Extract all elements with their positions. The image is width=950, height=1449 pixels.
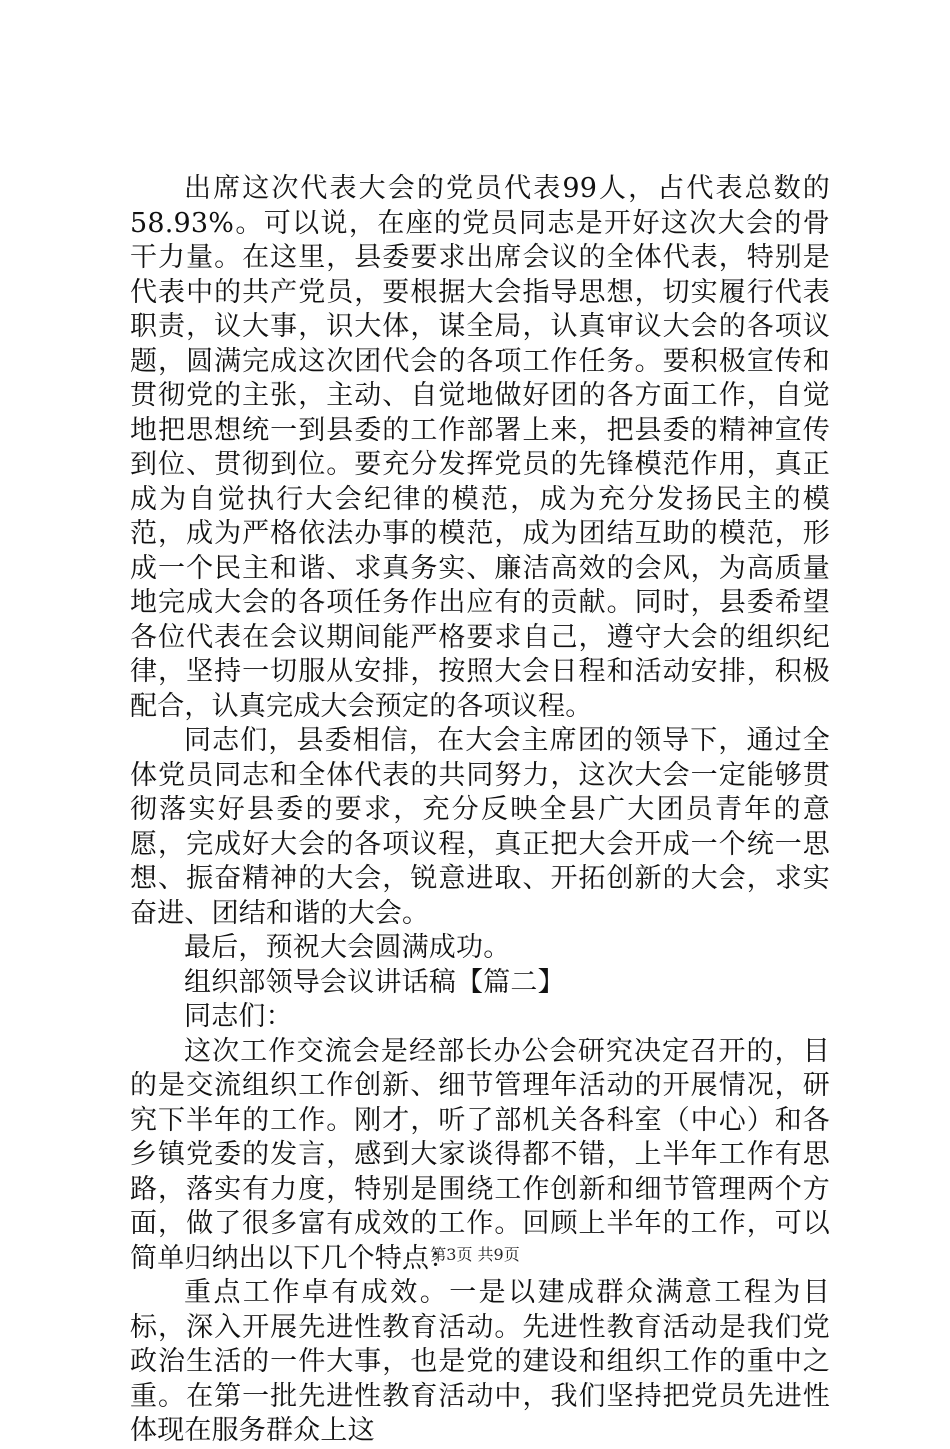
paragraph-closing-wish: 最后，预祝大会圆满成功。 — [184, 932, 511, 963]
section-heading-part-two: 组织部领导会议讲话稿【篇二】 — [184, 966, 565, 998]
paragraph-confidence: 同志们，县委相信，在大会主席团的领导下，通过全体党员同志和全体代表的共同努力，这次大会一定能够贯彻落实好县委的要求，充分反映全县广大团员青年的意愿，完成好大会的各项议程，真正把大会开成一个统一思想、振奋精神的大会，锐意进取、开拓创新的大会，求实奋进、团结和谐的大会。 — [130, 725, 830, 929]
paragraph-meeting-purpose: 这次工作交流会是经部长办公会研究决定召开的，目的是交流组织工作创新、细节管理年活动的开展情况，研究下半年的工作。刚才，听了部机关各科室（中心）和各乡镇党委的发言，感到大家谈得都不错，上半年工作有思路，落实有力度，特别是围绕工作创新和细节管理两个方面，做了很多富有成效的工作。回顾上半年的工作，可以简单归纳出以下几个特点： — [130, 1035, 830, 1274]
paragraph-salutation: 同志们： — [184, 1001, 293, 1032]
paragraph-key-work: 重点工作卓有成效。一是以建成群众满意工程为目标，深入开展先进性教育活动。先进性教育活动是我们党政治生活的一件大事，也是党的建设和组织工作的重中之重。在第一批先进性教育活动中，我们坚持把党员先进性体现在服务群众上这 — [130, 1277, 830, 1446]
paragraph-party-delegates: 出席这次代表大会的党员代表99人，占代表总数的58.93%。可以说，在座的党员同志是开好这次大会的骨干力量。在这里，县委要求出席会议的全体代表，特别是代表中的共产党员，要根据大会指导思想，切实履行代表职责，议大事，识大体，谋全局，认真审议大会的各项议题，圆满完成这次团代会的各项工作任务。要积极宣传和贯彻党的主张，主动、自觉地做好团的各方面工作，自觉地把思想统一到县委的工作部署上来，把县委的精神宣传到位、贯彻到位。要充分发挥党员的先锋模范作用，真正成为自觉执行大会纪律的模范，成为充分发扬民主的模范，成为严格依法办事的模范，成为团结互助的模范，形成一个民主和谐、求真务实、廉洁高效的会风，为高质量地完成大会的各项任务作出应有的贡献。同时，县委希望各位代表在会议期间能严格要求自己，遵守大会的组织纪律，坚持一切服从安排，按照大会日程和活动安排，积极配合，认真完成大会预定的各项议程。 — [130, 173, 830, 722]
page-number-footer: 第3页 共9页 — [430, 1245, 520, 1264]
